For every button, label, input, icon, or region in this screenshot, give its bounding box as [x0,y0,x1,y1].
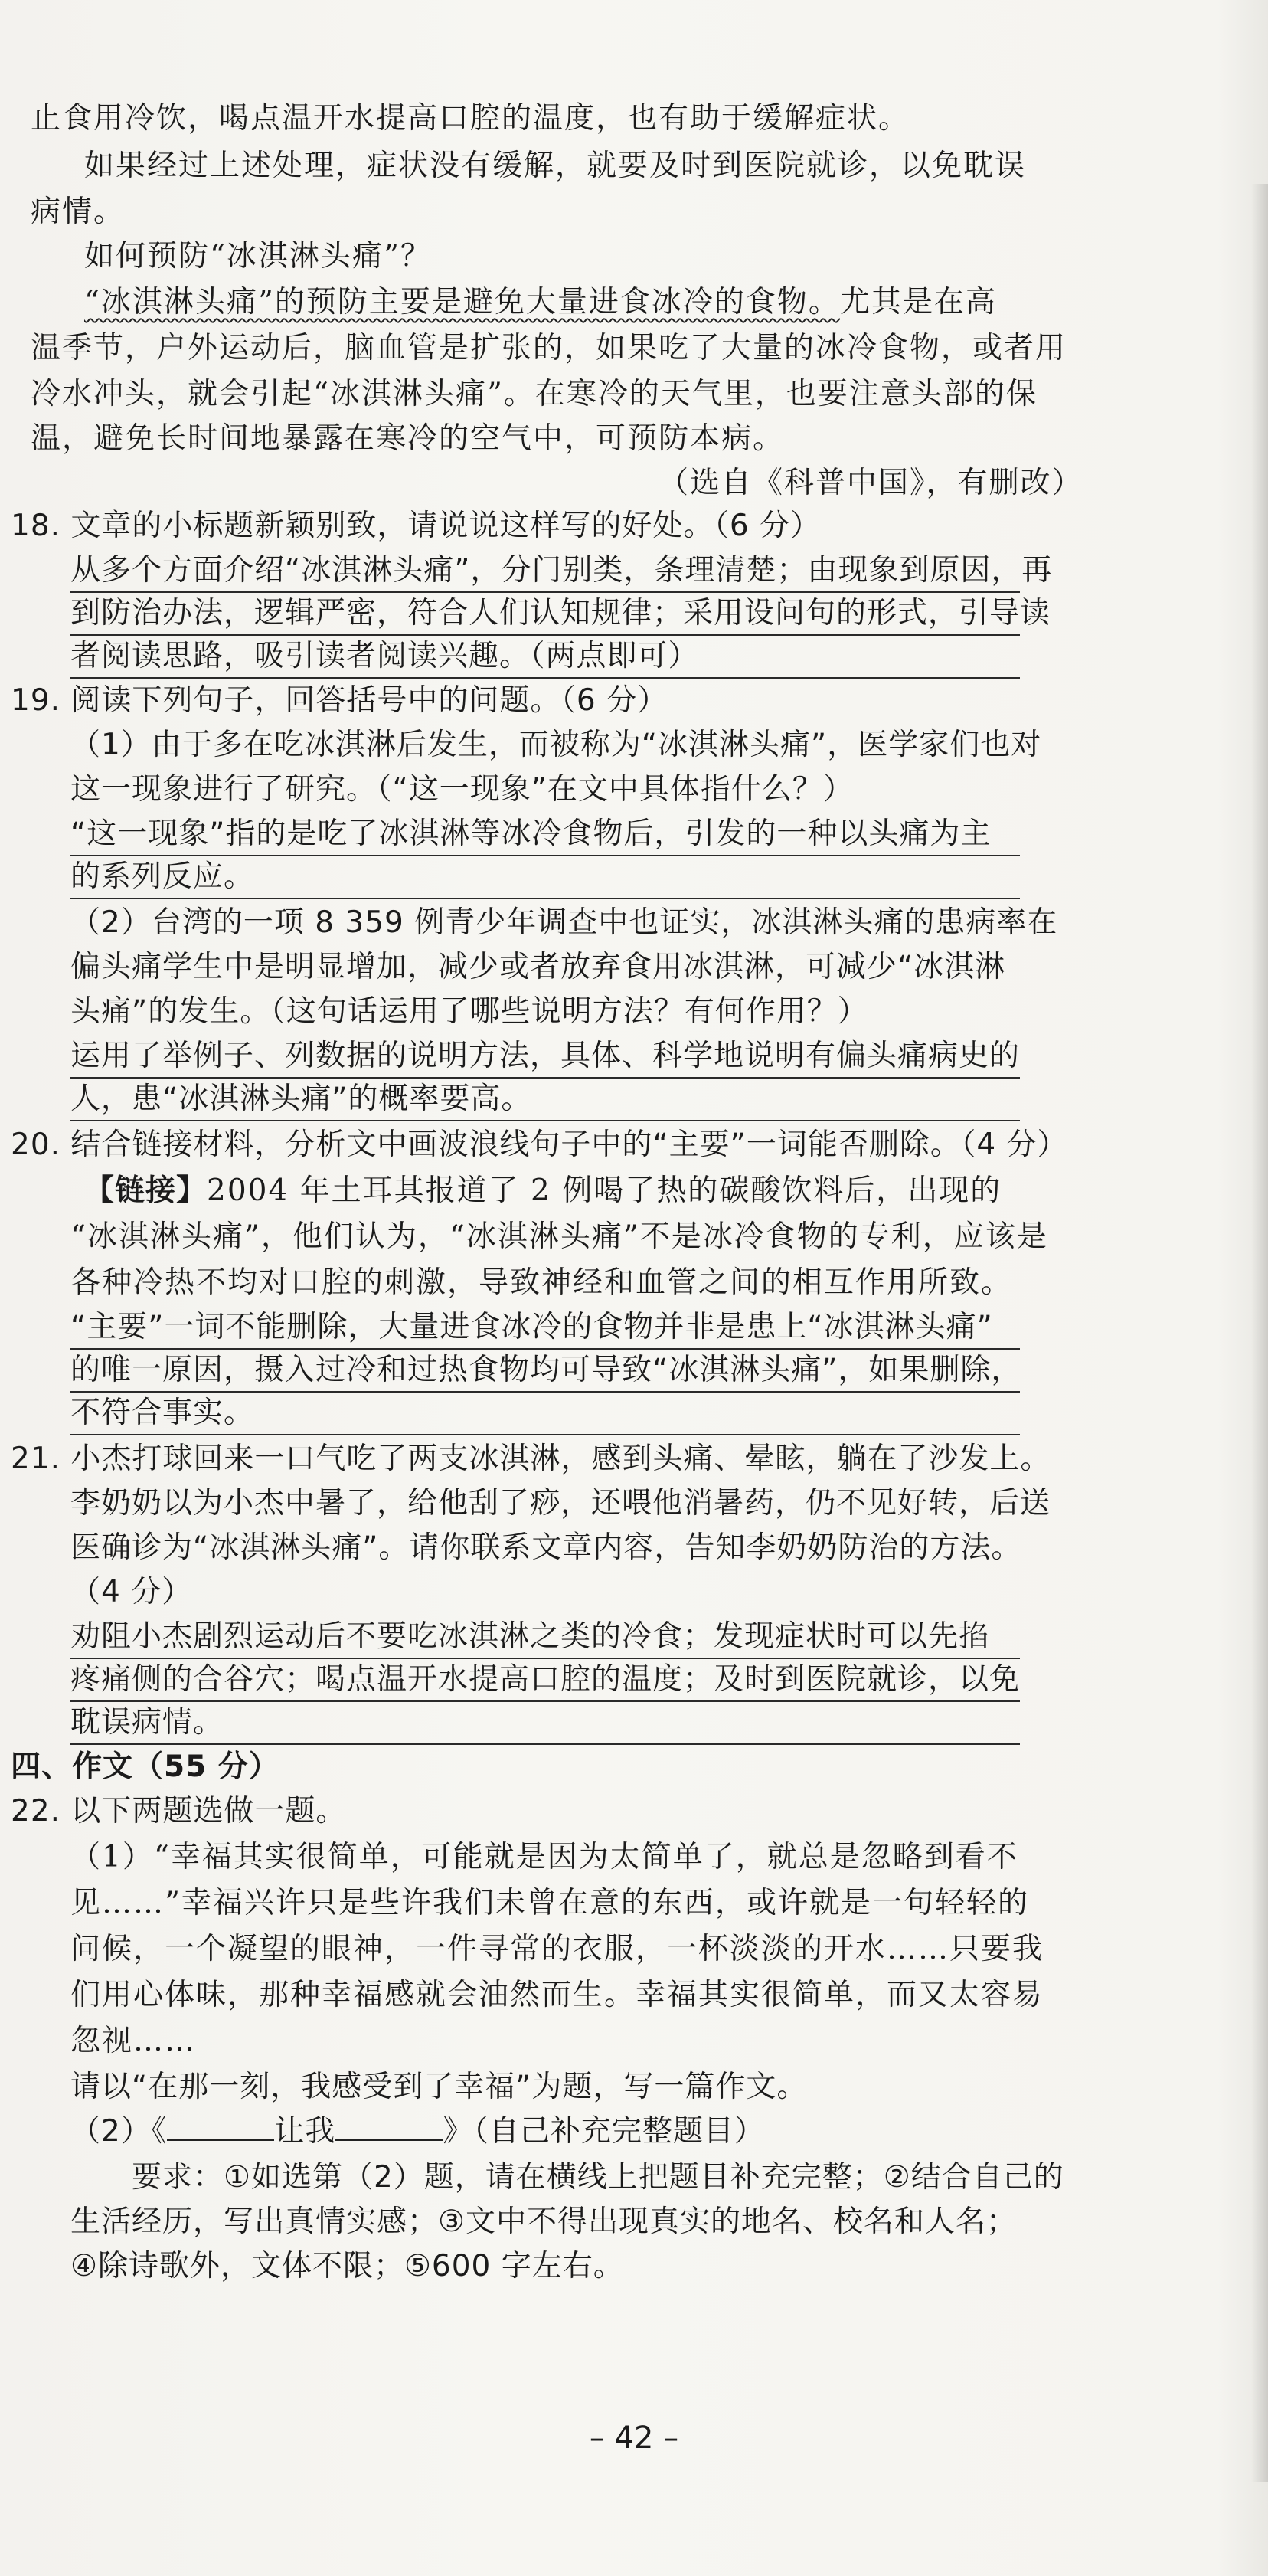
passage-line: 止食用冷饮，喝点温开水提高口腔的温度，也有助于缓解症状。 [31,101,910,136]
answer-line: “这一现象”指的是吃了冰淇淋等冰冷食物后，引发的一种以头痛为主 [70,817,992,851]
answer-line: 的唯一原因，摄入过冷和过热食物均可导致“冰淇淋头痛”，如果删除， [70,1353,1022,1387]
answer-line: 的系列反应。 [70,859,255,894]
answer-line: 到防治办法，逻辑严密，符合人们认知规律；采用设问句的形式，引导读 [70,596,1051,630]
answer-rule [70,1658,1020,1659]
question-text: （2）台湾的一项 8 359 例青少年调查中也证实，冰淇淋头痛的患病率在 [70,905,1058,940]
link-text: 2004 年土耳其报道了 2 例喝了热的碳酸饮料后，出现的 [207,1173,1002,1208]
answer-rule [70,1391,1020,1393]
question-score: （4 分） [70,1575,193,1609]
passage-line: 冷水冲头，就会引起“冰淇淋头痛”。在寒冷的天气里，也要注意头部的保 [31,377,1038,411]
answer-line: 者阅读思路，吸引读者阅读兴趣。（两点即可） [70,639,699,673]
passage-line: 病情。 [31,195,126,229]
passage-line: 温季节，户外运动后，脑血管是扩张的，如果吃了大量的冰冷食物，或者用 [31,331,1067,365]
title-close: 》（自己补充完整题目） [443,2114,765,2149]
title-open: （2）《 [70,2114,168,2149]
answer-line: 运用了举例子、列数据的说明方法，具体、科学地说明有偏头痛病史的 [70,1039,1021,1073]
question-text: 医确诊为“冰淇淋头痛”。请你联系文章内容，告知李奶奶防治的方法。 [70,1530,1022,1565]
title-middle: 让我 [274,2114,336,2149]
answer-line: 不符合事实。 [70,1396,255,1430]
prompt-line: （1）“幸福其实很简单，可能就是因为太简单了，就总是忽略到看不 [70,1840,1018,1874]
question-text: 李奶奶以为小杰中暑了，给他刮了痧，还喂他消暑药，仍不见好转，后送 [70,1486,1051,1520]
question-text: （1）由于多在吃冰淇淋后发生，而被称为“冰淇淋头痛”，医学家们也对 [70,728,1042,762]
prompt-line: 问候，一个凝望的眼神，一件寻常的衣服，一杯淡淡的开水……只要我 [70,1932,1044,1966]
passage-line: 如果经过上述处理，症状没有缓解，就要及时到医院就诊，以免耽误 [84,149,1027,183]
answer-rule [70,591,1020,593]
passage-text: 尤其是在高 [839,285,997,319]
link-material-line [84,1172,1002,1210]
requirement-line: 要求：①如选第（2）题，请在横线上把题目补充完整；②结合自己的 [132,2160,1064,2195]
answer-line: 人，患“冰淇淋头痛”的概率要高。 [70,1082,532,1116]
prompt-instruction: 请以“在那一刻，我感受到了幸福”为题，写一篇作文。 [70,2070,808,2104]
link-label: 【链接】 [84,1173,208,1208]
section-title: 四、作文（55 分） [11,1750,279,1784]
question-text: 头痛”的发生。（这句话运用了哪些说明方法？有何作用？） [70,994,868,1029]
answer-line: 疼痛侧的合谷穴；喝点温开水提高口腔的温度；及时到医院就诊，以免 [70,1662,1021,1697]
source-citation: （选自《科普中国》，有删改） [659,466,1083,500]
requirement-line: ④除诗歌外，文体不限；⑤600 字左右。 [70,2249,624,2283]
answer-line: 劝阻小杰剧烈运动后不要吃冰淇淋之类的冷食；发现症状时可以先掐 [70,1619,990,1654]
answer-line: “主要”一词不能删除，大量进食冰冷的食物并非是患上“冰淇淋头痛” [70,1310,993,1344]
question-21: 21. 小杰打球回来一口气吃了两支冰淇淋，感到头痛、晕眩，躺在了沙发上。 [11,1442,1051,1476]
question-18: 18. 文章的小标题新颖别致，请说说这样写的好处。（6 分） [11,509,822,543]
question-20: 20. 结合链接材料，分析文中画波浪线句子中的“主要”一词能否删除。（4 分） [11,1128,1068,1162]
link-material-line: 各种冷热不均对口腔的刺激，导致神经和血管之间的相互作用所致。 [70,1265,1013,1300]
question-text: 这一现象进行了研究。（“这一现象”在文中具体指什么？） [70,772,854,807]
answer-rule [70,898,1020,899]
wavy-underlined-sentence: “冰淇淋头痛”的预防主要是避免大量进食冰冷的食物。 [84,285,840,319]
answer-line: 从多个方面介绍“冰淇淋头痛”，分门别类，条理清楚；由现象到原因，再 [70,553,1053,588]
question-text: 偏头痛学生中是明显增加，减少或者放弃食用冰淇淋，可减少“冰淇淋 [70,950,1006,984]
prompt-line: 们用心体味，那种幸福感就会油然而生。幸福其实很简单，而又太容易 [70,1978,1044,2012]
page-number: – 42 – [589,2421,679,2456]
passage-subheading: 如何预防“冰淇淋头痛”？ [84,239,432,273]
answer-rule [70,855,1020,856]
answer-rule [70,1743,1020,1745]
answer-line: 耽误病情。 [70,1705,224,1740]
answer-rule [70,677,1020,679]
passage-line: 温，避免长时间地暴露在寒冷的空气中，可预防本病。 [31,421,785,456]
prompt-line: 见……”幸福兴许只是些许我们未曾在意的东西，或许就是一句轻轻的 [70,1886,1029,1920]
question-19: 19. 阅读下列句子，回答括号中的问题。（6 分） [11,683,668,718]
prompt-option-2 [70,2113,765,2151]
answer-rule [70,1700,1020,1702]
answer-rule [70,1120,1020,1121]
prompt-line: 忽视…… [70,2024,197,2058]
title-blank-1 [167,2113,274,2141]
answer-rule [70,1077,1020,1079]
answer-rule [70,634,1020,636]
answer-rule [70,1434,1020,1435]
page-edge-shadow [1251,184,1268,2482]
passage-paragraph-line [84,283,997,322]
link-material-line: “冰淇淋头痛”，他们认为，“冰淇淋头痛”不是冰冷食物的专利，应该是 [70,1219,1048,1254]
question-22: 22. 以下两题选做一题。 [11,1794,347,1828]
requirement-line: 生活经历，写出真情实感；③文中不得出现真实的地名、校名和人名； [70,2204,1017,2239]
title-blank-2 [335,2113,443,2141]
answer-rule [70,1348,1020,1350]
